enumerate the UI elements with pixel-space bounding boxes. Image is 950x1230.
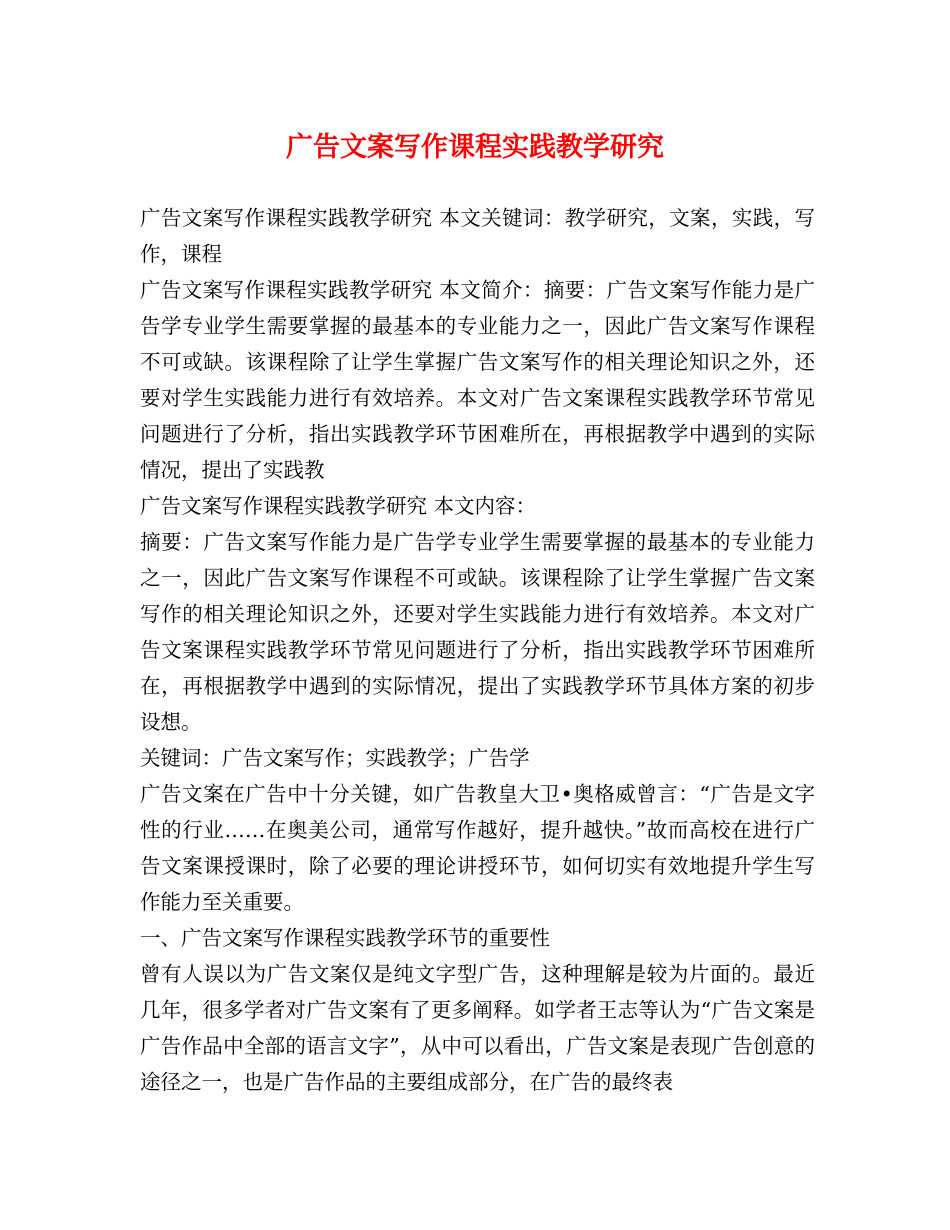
paragraph-keywords: 关键词：广告文案写作；实践教学；广告学 — [140, 746, 530, 770]
section-heading-1: 一、广告文案写作课程实践教学环节的重要性 — [140, 926, 550, 950]
paragraph-content-heading: 广告文案写作课程实践教学研究 本文内容： — [140, 494, 537, 518]
paragraph-abstract: 摘要：广告文案写作能力是广告学专业学生需要掌握的最基本的专业能力之一，因此广告文案写作课程不可或缺。该课程除了让学生掌握广告文案写作的相关理论知识之外，还要对学生实践能力进行有效培养。本文对广告文案课程实践教学环节常见问题进行了分析，指出实践教学环节困难所在，再根据教学中遇到的实际情况，提出了实践教学环节具体方案的初步设想。 — [140, 530, 815, 734]
document-title: 广告文案写作课程实践教学研究 — [286, 132, 664, 163]
paragraph-intro: 广告文案在广告中十分关键，如广告教皇大卫•奥格威曾言：“广告是文字性的行业……在奥美公司，通常写作越好，提升越快。”故而高校在进行广告文案课授课时，除了必要的理论讲授环节，如何切实有效地提升学生写作能力至关重要。 — [140, 782, 815, 914]
document-body — [140, 200, 815, 1100]
paragraph-keywords-line: 广告文案写作课程实践教学研究 本文关键词：教学研究，文案，实践，写作，课程 — [140, 206, 815, 266]
paragraph-section-1: 曾有人误以为广告文案仅是纯文字型广告，这种理解是较为片面的。最近几年，很多学者对广告文案有了更多阐释。如学者王志等认为“广告文案是广告作品中全部的语言文字”，从中可以看出，广告文案是表现广告创意的途径之一，也是广告作品的主要组成部分，在广告的最终表 — [140, 962, 815, 1094]
paragraph-summary: 广告文案写作课程实践教学研究 本文简介：摘要：广告文案写作能力是广告学专业学生需要掌握的最基本的专业能力之一，因此广告文案写作课程不可或缺。该课程除了让学生掌握广告文案写作的相关理论知识之外，还要对学生实践能力进行有效培养。本文对广告文案课程实践教学环节常见问题进行了分析，指出实践教学环节困难所在，再根据教学中遇到的实际情况，提出了实践教 — [140, 278, 815, 482]
